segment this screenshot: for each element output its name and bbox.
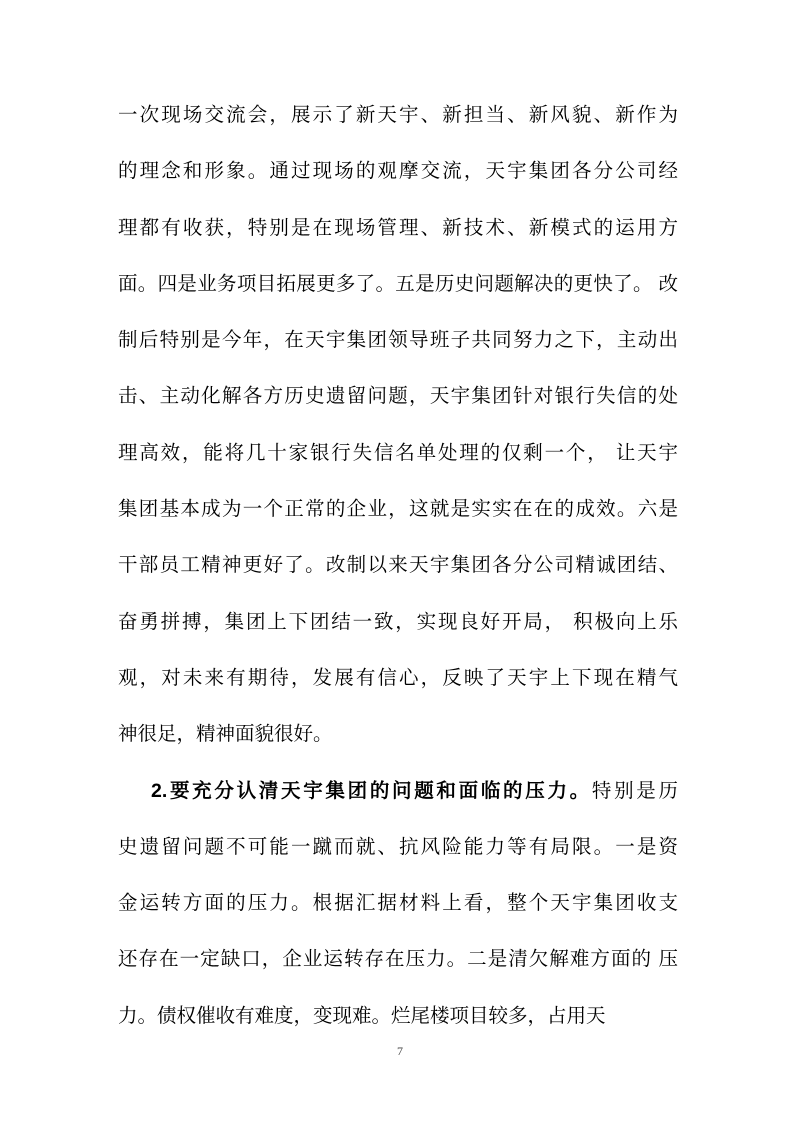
text-line-page-end: 力。债权催收有难度，变现难。烂尾楼项目较多，占用天 xyxy=(118,1004,606,1027)
text-line: 击、主动化解各方历史遗留问题，天宇集团针对银行失信的处 xyxy=(118,385,678,408)
text-line: 理高效，能将几十家银行失信名单处理的仅剩一个， 让天宇 xyxy=(118,441,678,464)
text-line: 面。四是业务项目拓展更多了。五是历史问题解决的更快了。 改 xyxy=(118,272,678,295)
text-line: 还存在一定缺口，企业运转存在压力。二是清欠解难方面的 压 xyxy=(118,948,678,971)
text-line: 金运转方面的压力。根据汇据材料上看，整个天宇集团收支 xyxy=(118,892,678,915)
numbered-point-bold-lead: 2.要充分认清天宇集团的问题和面临的压力。 xyxy=(151,779,592,802)
document-body xyxy=(118,87,678,1044)
text-line: 一次现场交流会，展示了新天宇、新担当、新风貌、新作为 xyxy=(118,104,678,126)
text-line: 史遗留问题不可能一蹴而就、抗风险能力等有局限。一是资 xyxy=(118,835,678,858)
text-line: 制后特别是今年，在天宇集团领导班子共同努力之下，主动出 xyxy=(118,329,678,352)
paragraph-1 xyxy=(118,87,678,763)
text-line-paragraph-end: 神很足，精神面貌很好。 xyxy=(118,723,333,746)
page-number: 7 xyxy=(397,1044,403,1058)
text-line: 的理念和形象。通过现场的观摩交流，天宇集团各分公司经 xyxy=(118,160,678,183)
text-line-numbered-point xyxy=(118,763,678,819)
text-line: 干部员工精神更好了。改制以来天宇集团各分公司精诚团结、 xyxy=(118,554,678,577)
text-line: 观，对未来有期待，发展有信心，反映了天宇上下现在精气 xyxy=(118,666,678,689)
text-line: 集团基本成为一个正常的企业，这就是实实在在的成效。六是 xyxy=(118,498,678,521)
text-line: 理都有收获，特别是在现场管理、新技术、新模式的运用方 xyxy=(118,216,678,239)
numbered-point-lead-continuation: 特别是历 xyxy=(591,779,678,802)
paragraph-2 xyxy=(118,763,678,1044)
text-line: 奋勇拼搏，集团上下团结一致，实现良好开局， 积极向上乐 xyxy=(118,610,678,633)
